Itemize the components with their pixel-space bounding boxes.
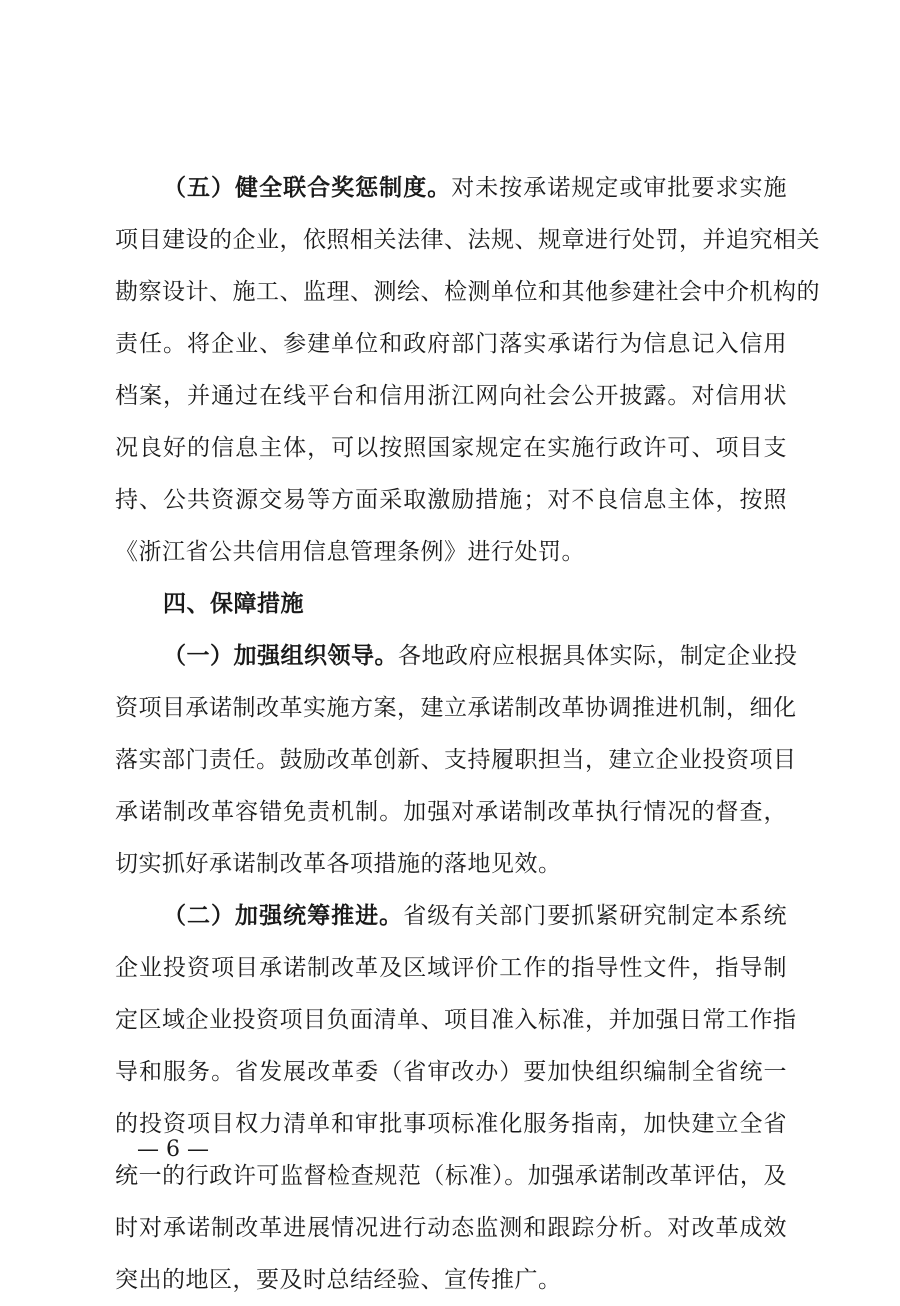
paragraph-2-line-1 [115, 890, 787, 942]
paragraph-2-lead: （二）加强统筹推进。 [163, 903, 404, 929]
paragraph-5-lead: （五）健全联合奖惩制度。 [163, 175, 452, 201]
paragraph-1-line-2: 资项目承诺制改革实施方案，建立承诺制改革协调推进机制，细化 [115, 695, 797, 721]
paragraph-5-line-8: 《浙江省公共信用信息管理条例》进行处罚。 [115, 539, 585, 565]
paragraph-2-line-8: 突出的地区，要及时总结经验、宣传推广。 [115, 1267, 562, 1293]
paragraph-5-line-4: 责任。将企业、参建单位和政府部门落实承诺行为信息记入信用 [115, 331, 787, 357]
paragraph-2-line-2: 企业投资项目承诺制改革及区域评价工作的指导性文件，指导制 [115, 955, 787, 981]
paragraph-5-line-5: 档案，并通过在线平台和信用浙江网向社会公开披露。对信用状 [115, 383, 787, 409]
paragraph-5-line-1 [115, 162, 787, 214]
paragraph-2-line-7: 时对承诺制改革进展情况进行动态监测和跟踪分析。对改革成效 [115, 1215, 787, 1241]
paragraph-5-line-6: 况良好的信息主体，可以按照国家规定在实施行政许可、项目支 [115, 435, 787, 461]
paragraph-1-line-3: 落实部门责任。鼓励改革创新、支持履职担当，建立企业投资项目 [115, 747, 797, 773]
paragraph-5-line-3: 勘察设计、施工、监理、测绘、检测单位和其他参建社会中介机构的 [115, 279, 820, 305]
paragraph-1-line-1 [115, 630, 798, 682]
paragraph-1-line-4: 承诺制改革容错免责机制。加强对承诺制改革执行情况的督查， [115, 799, 787, 825]
paragraph-2-line-5: 的投资项目权力清单和审批事项标准化服务指南，加快建立全省 [115, 1111, 787, 1137]
paragraph-5-text: 对未按承诺规定或审批要求实施 [451, 175, 788, 201]
section-heading: 四、保障措施 [163, 591, 304, 617]
page-number: — 6 — [137, 1137, 209, 1162]
paragraph-2-line-4: 导和服务。省发展改革委（省审改办）要加快组织编制全省统一 [115, 1059, 787, 1085]
paragraph-5-line-7: 持、公共资源交易等方面采取激励措施；对不良信息主体，按照 [115, 487, 787, 513]
paragraph-1-line-5: 切实抓好承诺制改革各项措施的落地见效。 [115, 851, 562, 877]
paragraph-1-lead: （一）加强组织领导。 [163, 643, 398, 669]
paragraph-2-line-6: 统一的行政许可监督检查规范（标准）。加强承诺制改革评估，及 [115, 1163, 787, 1189]
paragraph-5-line-2: 项目建设的企业，依照相关法律、法规、规章进行处罚，并追究相关 [115, 227, 820, 253]
document-body [115, 162, 820, 1306]
paragraph-2-line-3: 定区域企业投资项目负面清单、项目准入标准，并加强日常工作指 [115, 1007, 797, 1033]
paragraph-2-text: 省级有关部门要抓紧研究制定本系统 [403, 903, 788, 929]
paragraph-1-text: 各地政府应根据具体实际，制定企业投 [398, 643, 798, 669]
